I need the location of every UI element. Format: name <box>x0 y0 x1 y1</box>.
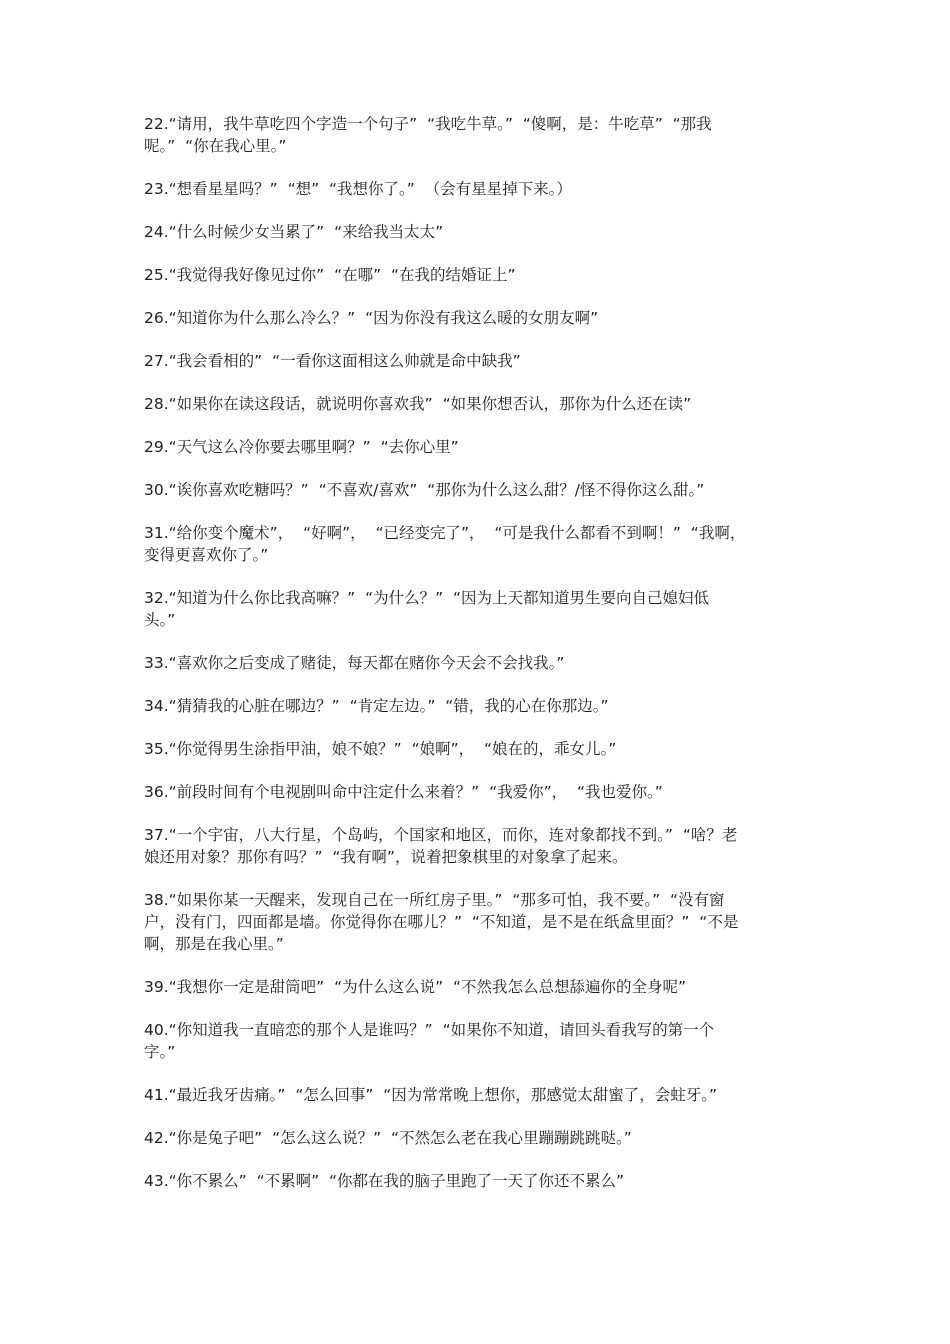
list-item: 39.“我想你一定是甜筒吧” “为什么这么说” “不然我怎么总想舔遍你的全身呢” <box>144 978 687 996</box>
list-item: 40.“你知道我一直暗恋的那个人是谁吗？” “如果你不知道，请回头看我写的第一个 字。” <box>144 1021 715 1061</box>
list-item: 28.“如果你在读这段话，就说明你喜欢我” “如果你想否认，那你为什么还在读” <box>144 395 692 413</box>
list-item: 32.“知道为什么你比我高嘛？” “为什么？” “因为上天都知道男生要向自己媳妇低 头。” <box>144 589 710 629</box>
list-item: 34.“猜猜我的心脏在哪边？” “肯定左边。” “错，我的心在你那边。” <box>144 697 609 715</box>
document-body <box>144 113 816 1213</box>
list-item: 25.“我觉得我好像见过你” “在哪” “在我的结婚证上” <box>144 266 516 284</box>
list-item: 43.“你不累么” “不累啊” “你都在我的脑子里跑了一天了你还不累么” <box>144 1172 625 1190</box>
list-item: 36.“前段时间有个电视剧叫命中注定什么来着？” “我爱你”， “我也爱你。” <box>144 783 663 801</box>
list-item: 42.“你是兔子吧” “怎么这么说？” “不然怎么老在我心里蹦蹦跳跳哒。” <box>144 1129 632 1147</box>
list-item: 35.“你觉得男生涂指甲油，娘不娘？” “娘啊”， “娘在的，乖女儿。” <box>144 740 617 758</box>
list-item: 26.“知道你为什么那么冷么？” “因为你没有我这么暖的女朋友啊” <box>144 309 599 327</box>
list-item: 24.“什么时候少女当累了” “来给我当太太” <box>144 223 444 241</box>
list-item: 41.“最近我牙齿痛。” “怎么回事” “因为常常晚上想你，那感觉太甜蜜了，会蛀牙。” <box>144 1086 718 1104</box>
list-item: 31.“给你变个魔术”， “好啊”， “已经变完了”， “可是我什么都看不到啊！” “我啊， 变得更喜欢你了。” <box>144 524 746 564</box>
list-item: 29.“天气这么冷你要去哪里啊？” “去你心里” <box>144 438 459 456</box>
list-item: 38.“如果你某一天醒来，发现自己在一所红房子里。” “那多可怕，我不要。” “没有窗 户，没有门，四面都是墙。你觉得你在哪儿？” “不知道，是不是在纸盒里面？” “不是 啊，那是在我心里。” <box>144 891 739 953</box>
list-item: 27.“我会看相的” “一看你这面相这么帅就是命中缺我” <box>144 352 521 370</box>
list-item: 37.“一个宇宙，八大行星，个岛屿，个国家和地区，而你，连对象都找不到。” “啥？老 娘还用对象？那你有吗？” “我有啊”，说着把象棋里的对象拿了起来。 <box>144 826 738 866</box>
list-item: 23.“想看星星吗？” “想” “我想你了。” （会有星星掉下来。） <box>144 180 572 198</box>
list-item: 33.“喜欢你之后变成了赌徒，每天都在赌你今天会不会找我。” <box>144 654 565 672</box>
list-item: 30.“诶你喜欢吃糖吗？” “不喜欢/喜欢” “那你为什么这么甜？/怪不得你这么甜。” <box>144 481 705 499</box>
list-item: 22.“请用，我牛草吃四个字造一个句子” “我吃牛草。” “傻啊，是：牛吃草” “那我 呢。” “你在我心里。” <box>144 115 712 155</box>
